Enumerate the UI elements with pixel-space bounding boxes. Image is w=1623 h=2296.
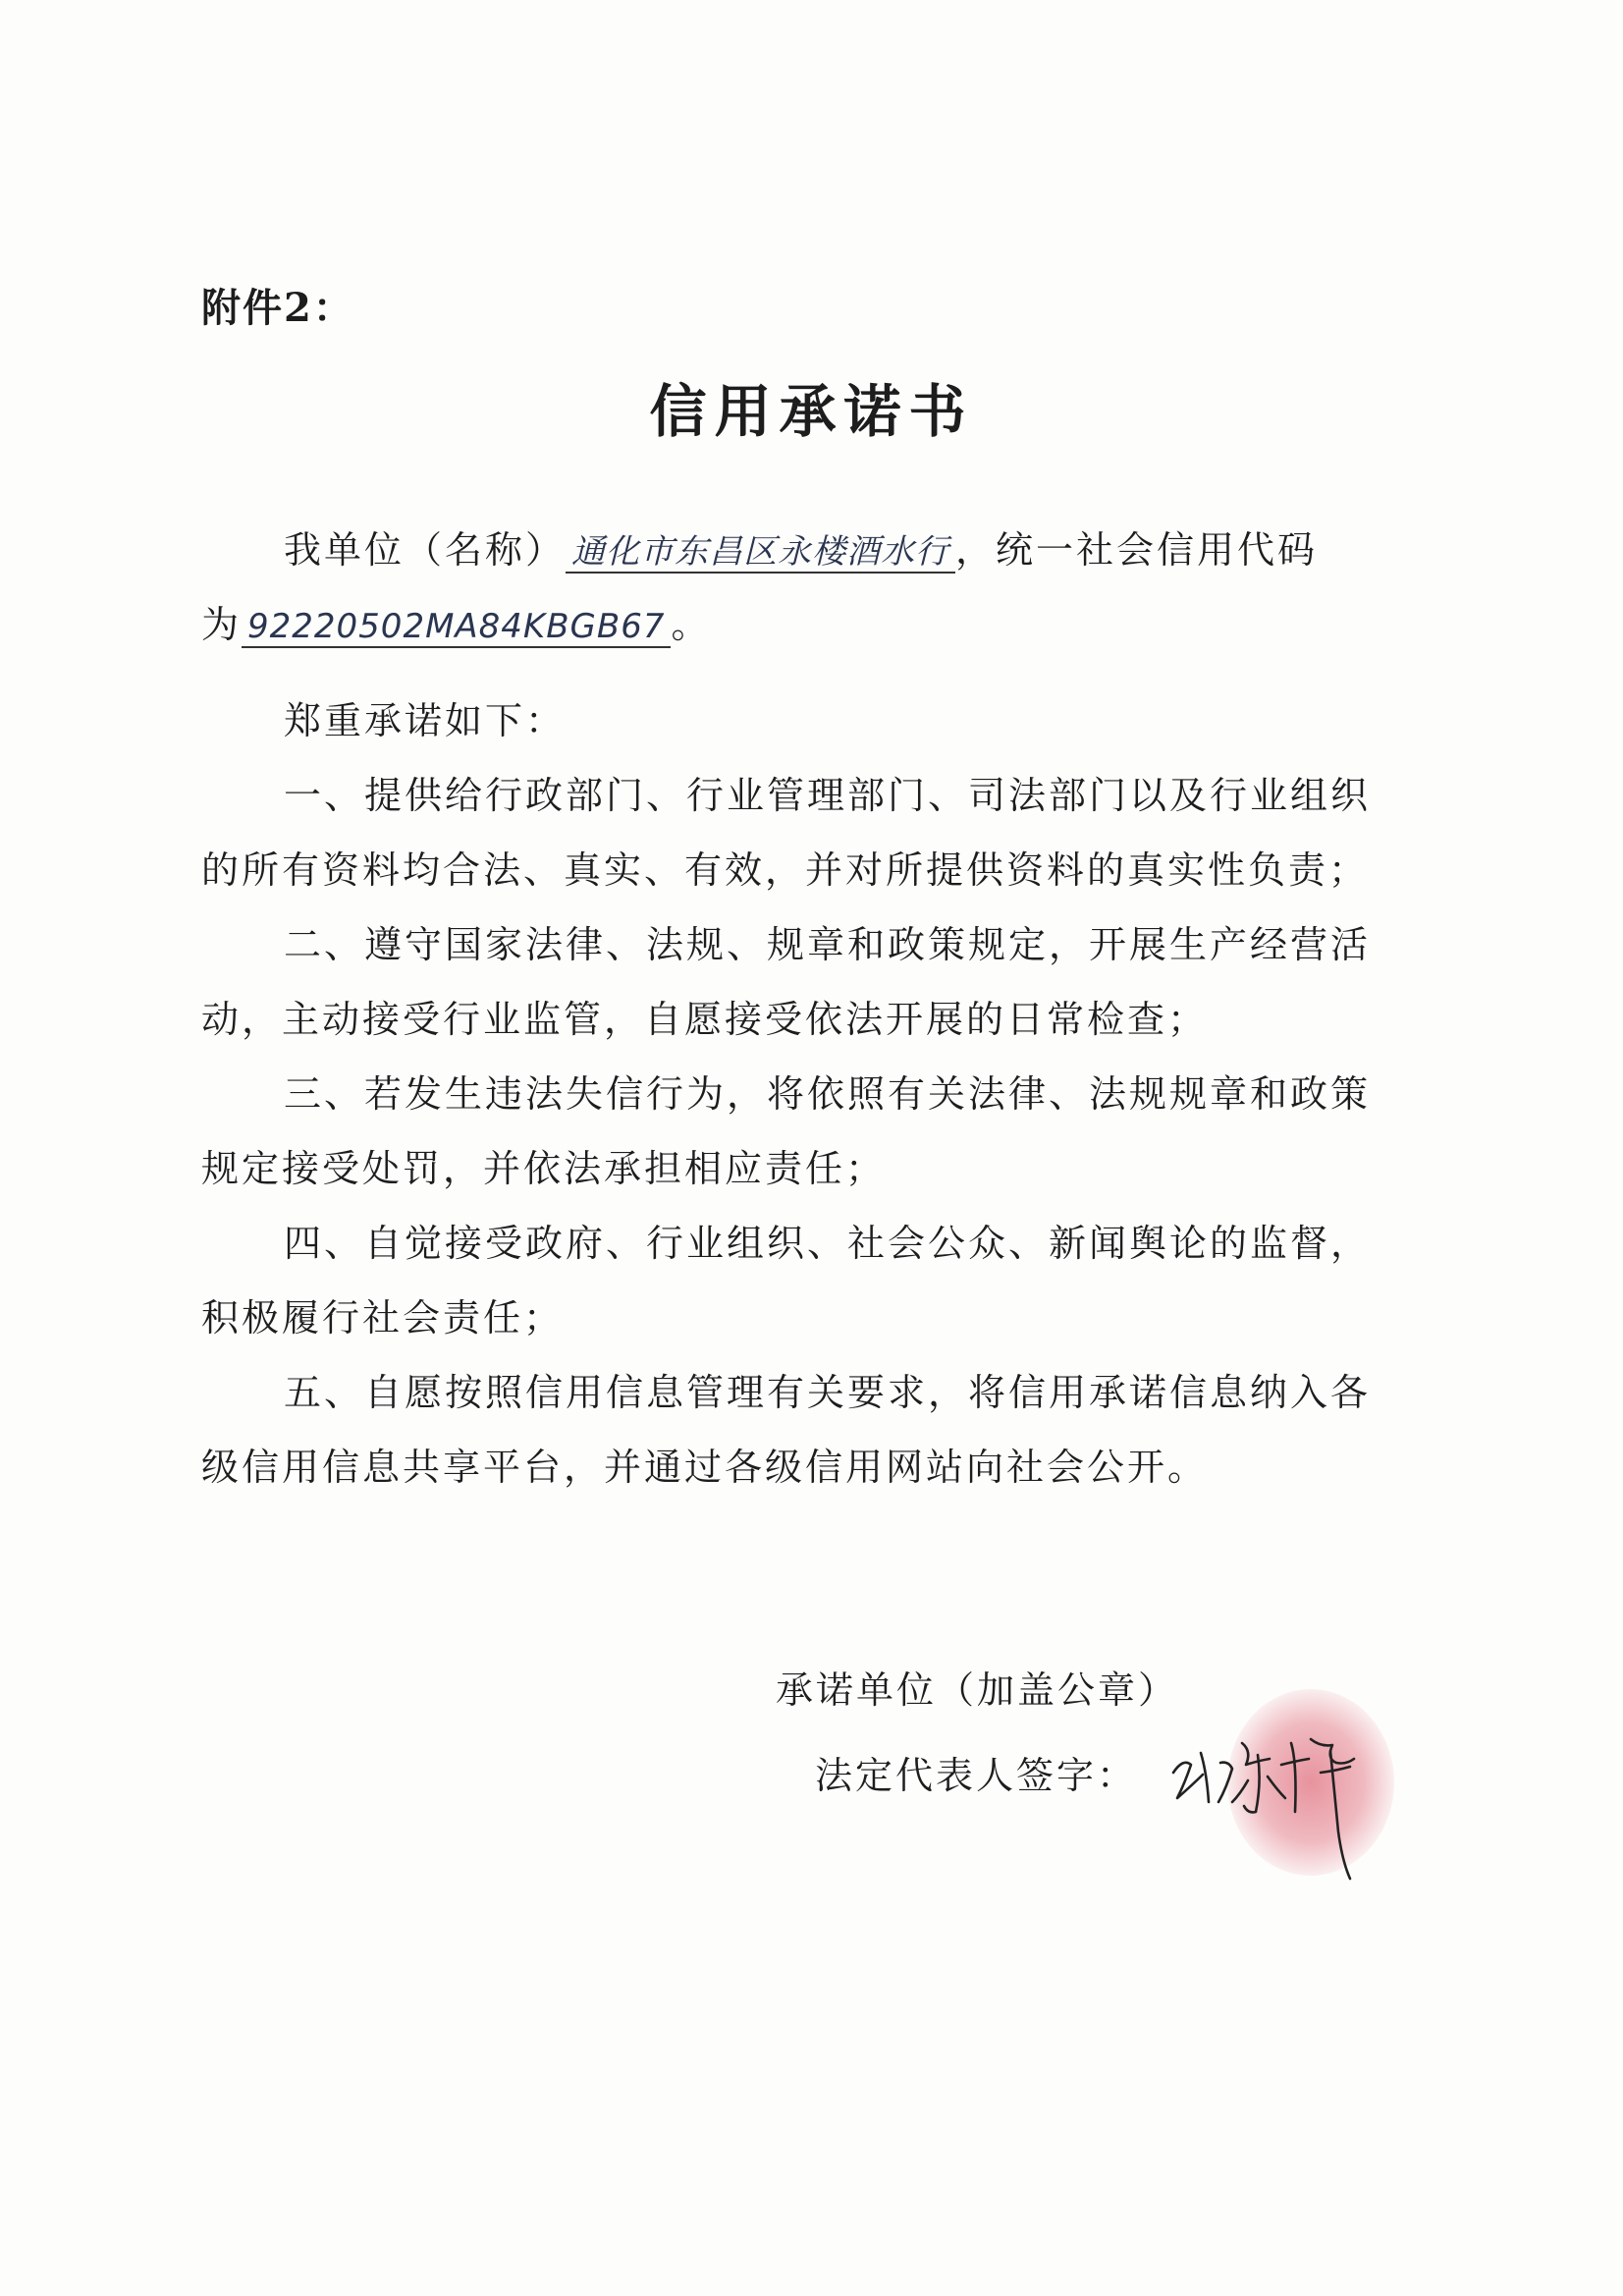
promise-item-1-line1: 一、提供给行政部门、行业管理部门、司法部门以及行业组织 (284, 774, 1372, 817)
document-title: 信用承诺书 (649, 378, 974, 445)
intro-prefix: 我单位（名称） (284, 528, 567, 572)
unit-name-handwritten: 通化市东昌区永楼酒水行 (566, 532, 955, 574)
promise-item-2-line2: 动，主动接受行业监管，自愿接受依法开展的日常检查； (201, 998, 1209, 1041)
promise-item-2-line1: 二、遵守国家法律、法规、规章和政策规定，开展生产经营活 (284, 923, 1372, 966)
legal-rep-label: 法定代表人签字： (815, 1754, 1138, 1797)
code-prefix: 为 (201, 603, 243, 646)
promise-item-1-line2: 的所有资料均合法、真实、有效，并对所提供资料的真实性负责； (201, 848, 1370, 892)
promise-item-3-line2: 规定接受处罚，并依法承担相应责任； (201, 1147, 887, 1190)
promise-item-5 (201, 1355, 1380, 1504)
intro-paragraph (201, 513, 1380, 662)
promise-item-5-line2: 级信用信息共享平台，并通过各级信用网站向社会公开。 (201, 1446, 1209, 1489)
promise-item-2 (201, 907, 1380, 1057)
promise-item-1 (201, 758, 1380, 907)
promise-item-4-line2: 积极履行社会责任； (201, 1296, 565, 1339)
promise-item-3-line1: 三、若发生违法失信行为，将依照有关法律、法规规章和政策 (284, 1072, 1372, 1116)
handwritten-signature (1163, 1704, 1399, 1881)
committing-unit-label: 承诺单位（加盖公章） (776, 1668, 1179, 1712)
promise-item-3 (201, 1057, 1380, 1206)
promise-heading: 郑重承诺如下： (284, 699, 567, 742)
promise-item-5-line1: 五、自愿按照信用信息管理有关要求，将信用承诺信息纳入各 (284, 1371, 1372, 1414)
intro-middle: ，统一社会信用代码 (955, 528, 1319, 572)
promise-item-4-line1: 四、自觉接受政府、行业组织、社会公众、新闻舆论的监督， (284, 1222, 1372, 1265)
intro-suffix: 。 (671, 603, 712, 646)
credit-code-handwritten: 92220502MA84KBGB67 (242, 607, 671, 648)
attachment-label: 附件2： (201, 285, 354, 331)
promise-item-4 (201, 1206, 1380, 1355)
